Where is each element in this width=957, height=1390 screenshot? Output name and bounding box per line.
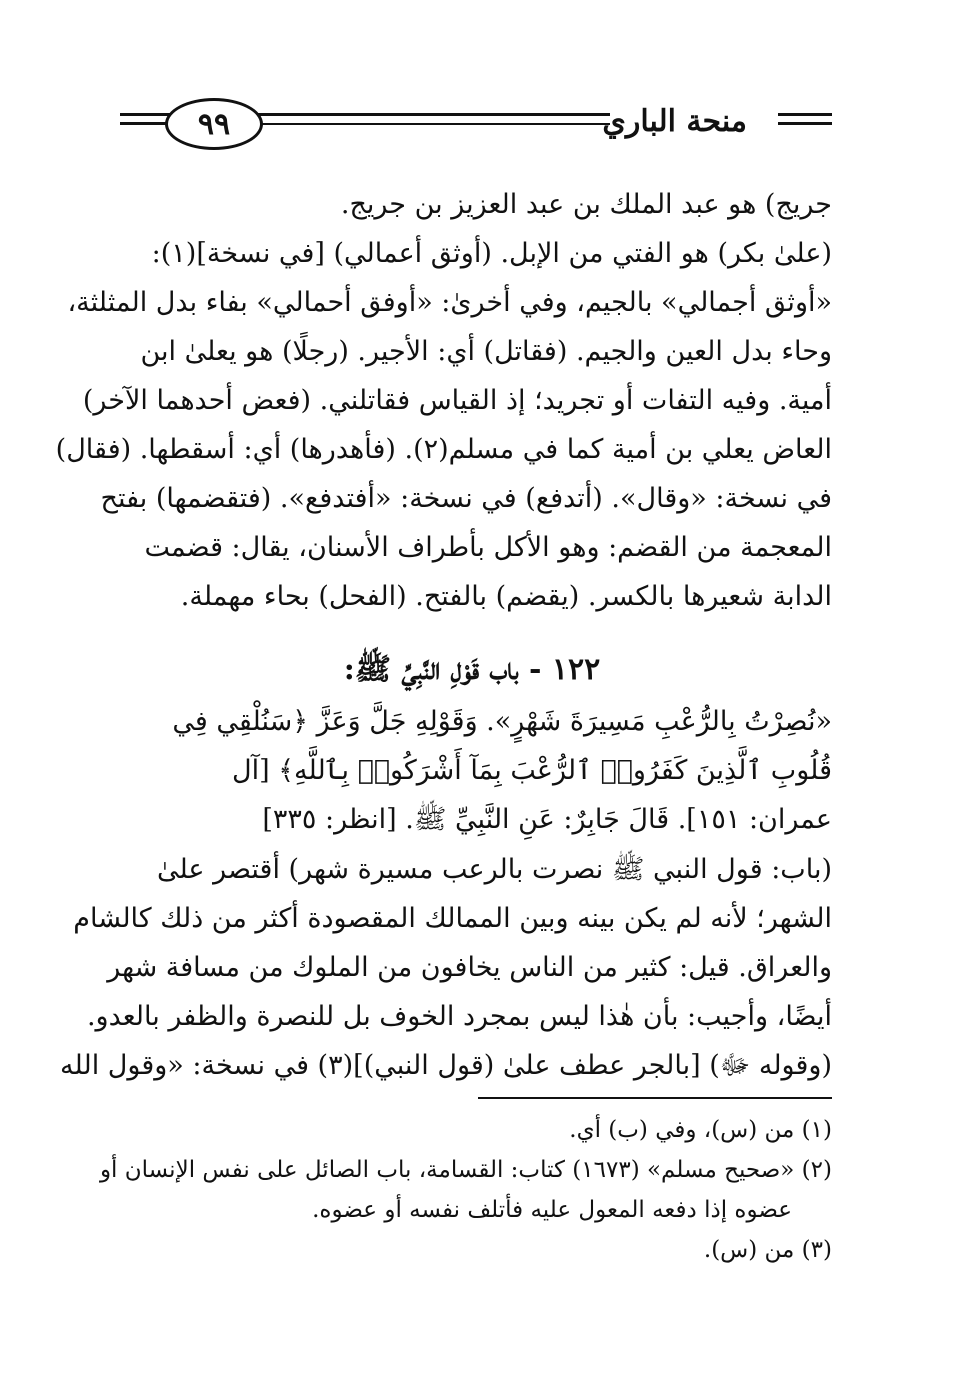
text-line: عمران: ١٥١]. قَالَ جَابِرٌ: عَنِ النَّبِيِّ ﷺ. [انظر: ٣٣٥] bbox=[262, 804, 832, 835]
hadith-text bbox=[112, 697, 832, 844]
footnote-1: (١) من (س)، وفي (ب) أي. bbox=[569, 1117, 832, 1143]
text-line: وحاء بدل العين والجيم. (فقاتل) أي: الأجير. (رجلًا) هو يعلىٰ ابن bbox=[140, 336, 832, 367]
text-line: العاض يعلي بن أمية كما في مسلم(٢). (فأهدرها) أي: أسقطها. (فقال) bbox=[55, 434, 832, 465]
paragraph-2 bbox=[60, 845, 832, 1090]
footnote-2-continuation: عضوه إذا دفعه المعول عليه فأتلف نفسه أو عضوه. bbox=[312, 1197, 792, 1223]
text-line: الشهر؛ لأنه لم يكن بينه وبين الممالك المقصودة أكثر من ذلك كالشام bbox=[73, 903, 832, 934]
running-title: منحة الباري bbox=[602, 104, 747, 139]
header-rule-middle-top bbox=[255, 113, 610, 116]
text-line: أمية. وفيه التفات أو تجريد؛ إذ القياس فقاتلني. (فعض أحدهما الآخر) bbox=[82, 385, 832, 416]
paragraph-1 bbox=[55, 180, 832, 621]
page-header bbox=[0, 0, 957, 160]
text-line: (علىٰ بكر) هو الفتي من الإبل. (أوثق أعمالي) [في نسخة](١): bbox=[151, 238, 832, 269]
footnote-3: (٣) من (س). bbox=[703, 1237, 832, 1263]
footnote-2: (٢) «صحيح مسلم» (١٦٧٣) كتاب: القسامة، باب الصائل على نفس الإنسان أو bbox=[99, 1157, 832, 1183]
text-line: أيضًا، وأجيب: بأن هٰذا ليس بمجرد الخوف بل للنصرة والظفر بالعدو. bbox=[86, 1001, 832, 1032]
header-rule-right-bottom bbox=[778, 122, 832, 125]
text-line: «أوثق أجمالي» بالجيم، وفي أخرىٰ: «أوفق أحمالي» بفاء بدل المثلثة، bbox=[67, 287, 832, 318]
chapter-title: ١٢٢ - باب قَوْلِ النَّبِيِّ ﷺ: bbox=[343, 652, 601, 687]
text-line: جريج) هو عبد الملك بن عبد العزيز بن جريج. bbox=[340, 189, 832, 220]
text-line: المعجمة من القضم: وهو الأكل بأطراف الأسنان، يقال: قضمت bbox=[144, 532, 832, 563]
text-line: (وقوله ﷻ) [بالجر عطف علىٰ (قول النبي)](٣) في نسخة: «وقول الله bbox=[60, 1050, 832, 1081]
page-number: ٩٩ bbox=[165, 98, 263, 150]
text-line: والعراق. قيل: كثير من الناس يخافون من الملوك من مسافة شهر bbox=[107, 952, 832, 983]
text-line: قُلُوبِ ٱلَّذِينَ كَفَرُوا۟ ٱلرُّعْبَ بِمَآ أَشْرَكُوا۟ بِٱللَّهِ﴾ [آل bbox=[231, 755, 832, 786]
header-rule-right-top bbox=[778, 113, 832, 116]
text-line: في نسخة: «وقال». (أتدفع) في نسخة: «أفتدفع». (فتقضمها) بفتح bbox=[100, 483, 832, 514]
text-line: الدابة شعيرها بالكسر. (يقضم) بالفتح. (الفحل) بحاء مهملة. bbox=[180, 581, 832, 612]
footnotes bbox=[99, 1110, 832, 1270]
text-line: (باب: قول النبي ﷺ نصرت بالرعب مسيرة شهر) أقتصر علىٰ bbox=[156, 854, 832, 885]
footnote-divider bbox=[478, 1097, 832, 1099]
header-rule-middle-bottom bbox=[255, 123, 610, 125]
text-line: «نُصِرْتُ بِالرُّعْبِ مَسِيرَةَ شَهْرٍ». وَقَوْلِهِ جَلَّ وَعَزَّ ﴿سَنُلْقِي فِي bbox=[172, 706, 832, 737]
